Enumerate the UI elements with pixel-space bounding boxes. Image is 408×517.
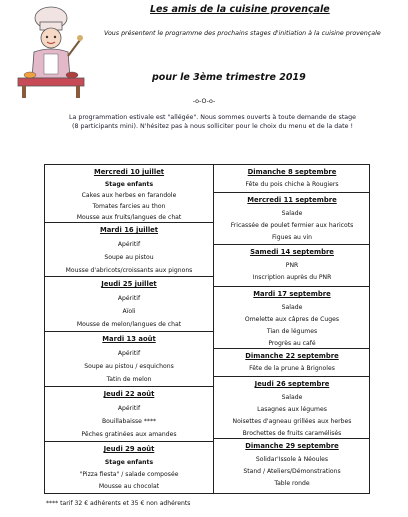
entry-line: Mousse de melon/langues de chat <box>76 321 182 328</box>
entry-date: Dimanche 29 septembre <box>245 442 339 450</box>
entry-date: Dimanche 8 septembre <box>247 168 337 176</box>
entry-line: Omelette aux câpres de Cuges <box>244 316 340 323</box>
entry-date: Jeudi 22 août <box>103 390 155 398</box>
entry-line: PNR <box>285 262 299 269</box>
entry-line: Apéritif <box>117 350 141 357</box>
intro-line: (8 participants mini). N'hésitez pas à nous solliciter pour le choix du menu et de la date ! <box>71 122 354 130</box>
entry-line: Apéritif <box>117 241 141 248</box>
entry-line: Inscription auprès du PNR <box>252 274 332 281</box>
intro-text <box>20 114 405 131</box>
schedule-entry <box>214 193 370 245</box>
entry-date: Mardi 13 août <box>102 335 156 343</box>
entry-line: Salade <box>281 394 303 401</box>
entry-line: Pêches gratinées aux amandes <box>81 431 177 438</box>
footnote: **** tarif 32 € adhérents et 35 € non adhérents <box>46 500 191 507</box>
entry-date: Dimanche 22 septembre <box>245 352 339 360</box>
entry-line: Tomates farcies au thon <box>92 203 166 210</box>
schedule-entry <box>214 245 370 287</box>
entry-line: Fête du pois chiche à Rougiers <box>245 181 339 188</box>
chef-illustration <box>14 4 88 100</box>
entry-line: Tatin de melon <box>106 376 152 383</box>
entry-line: Mousse d'abricots/croissants aux pignons <box>65 267 193 274</box>
schedule-entry <box>45 223 213 277</box>
entry-line: Mousse au chocolat <box>98 483 160 490</box>
separator: -o-O-o- <box>192 98 216 105</box>
entry-line: Mousse aux fruits/langues de chat <box>76 214 182 221</box>
schedule-entry <box>214 377 370 439</box>
schedule-right-column <box>213 165 370 493</box>
entry-line: Lasagnes aux légumes <box>257 406 327 413</box>
entry-date: Jeudi 26 septembre <box>254 380 330 388</box>
schedule-entry <box>214 165 370 193</box>
page-subtitle: Vous présentent le programme des prochains stages d'initiation à la cuisine provençale <box>104 30 381 37</box>
schedule-entry <box>214 287 370 349</box>
schedule-entry <box>45 332 213 387</box>
entry-line: Progrès au café <box>268 340 316 347</box>
schedule-entry <box>45 277 213 332</box>
entry-line: Solidar'Issole à Néoules <box>255 456 329 463</box>
schedule-left-column <box>45 165 213 493</box>
entry-line: Apéritif <box>117 405 141 412</box>
entry-line: Bouillabaisse **** <box>101 418 157 425</box>
entry-line: Soupe au pistou / esquichons <box>84 363 174 370</box>
entry-line: "Pizza fiesta" / salade composée <box>79 471 179 478</box>
entry-line: Cakes aux herbes en farandole <box>81 192 177 199</box>
entry-line: Figues au vin <box>271 234 313 241</box>
page-title: Les amis de la cuisine provençale <box>150 4 330 15</box>
schedule-entry <box>45 165 213 223</box>
entry-date: Mercredi 10 juillet <box>93 168 165 176</box>
entry-line: Fricassée de poulet fermier aux haricots <box>230 222 354 229</box>
entry-line: Tian de légumes <box>266 328 318 335</box>
entry-line: Stand / Ateliers/Démonstrations <box>243 468 341 475</box>
entry-line: Salade <box>281 304 303 311</box>
entry-date: Mercredi 11 septembre <box>247 196 337 204</box>
entry-line: Soupe au pistou <box>104 254 154 261</box>
schedule-entry <box>214 439 370 494</box>
entry-line: Stage enfants <box>104 181 154 188</box>
entry-date: Mardi 16 juillet <box>99 226 159 234</box>
schedule-entry <box>214 349 370 377</box>
entry-line: Salade <box>281 210 303 217</box>
entry-date: Jeudi 25 juillet <box>101 280 157 288</box>
entry-date: Samedi 14 septembre <box>250 248 334 256</box>
quarter-heading: pour le 3ème trimestre 2019 <box>152 72 306 83</box>
entry-line: Apéritif <box>117 295 141 302</box>
entry-line: Stage enfants <box>104 459 154 466</box>
entry-line: Table ronde <box>274 480 310 487</box>
entry-line: Aïoli <box>122 308 136 315</box>
entry-date: Mardi 17 septembre <box>253 290 331 298</box>
schedule-entry <box>45 442 213 494</box>
entry-line: Fête de la prune à Brignoles <box>249 365 335 372</box>
entry-line: Noisettes d'agneau grillées aux herbes <box>232 418 352 425</box>
schedule-table <box>44 164 370 494</box>
intro-line: La programmation estivale est "allégée". Nous sommes ouverts à toute demande de stage <box>68 114 357 121</box>
entry-line: Brochettes de fruits caramélisés <box>242 430 342 437</box>
entry-date: Jeudi 29 août <box>103 445 155 453</box>
schedule-entry <box>45 387 213 442</box>
